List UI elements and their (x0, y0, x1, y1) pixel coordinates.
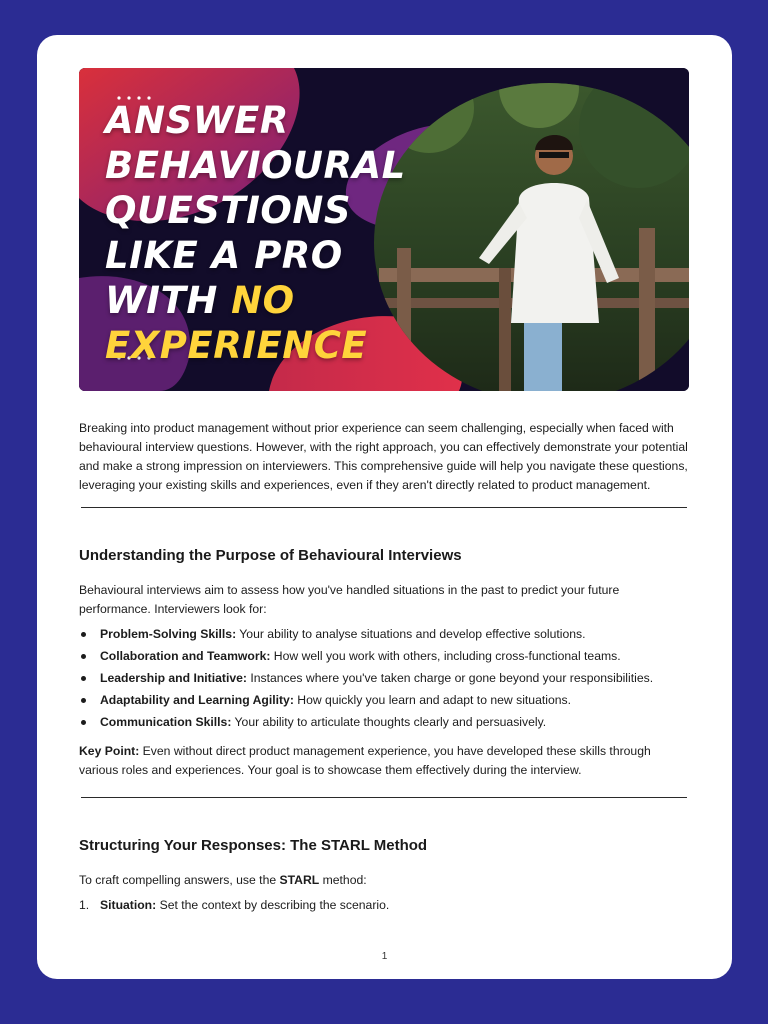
list-item-text: How well you work with others, including cross-functional teams. (270, 649, 621, 663)
list-item-text: How quickly you learn and adapt to new situations. (293, 693, 571, 707)
section-lead: Behavioural interviews aim to assess how you've handled situations in the past to predict your future performance. Interviewers look for: (79, 583, 620, 616)
lead-prefix: To craft compelling answers, use the (79, 873, 280, 887)
hero-title-line: WITH (105, 279, 232, 322)
list-item (79, 691, 689, 710)
bullet-icon (81, 632, 86, 637)
hero-title-line: BEHAVIOURAL (105, 144, 406, 187)
bullet-icon (81, 654, 86, 659)
step-text: Set the context by describing the scenario. (156, 898, 390, 912)
section-heading: Structuring Your Responses: The STARL Method (79, 837, 428, 854)
key-point-label: Key Point: (79, 744, 140, 758)
list-item (79, 669, 689, 688)
bullet-icon (81, 698, 86, 703)
list-item-term: Communication Skills: (100, 715, 232, 729)
list-item-text: Your ability to analyse situations and develop effective solutions. (236, 627, 586, 641)
lead-suffix: method: (319, 873, 367, 887)
list-item-term: Collaboration and Teamwork: (100, 649, 271, 663)
hero-title (105, 98, 406, 368)
page-number: 1 (381, 951, 388, 962)
step-term: Situation: (100, 898, 157, 912)
bullet-icon (81, 720, 86, 725)
hero-title-highlight: EXPERIENCE (105, 324, 368, 367)
list-item-term: Problem-Solving Skills: (100, 627, 237, 641)
list-item-term: Adaptability and Learning Agility: (100, 693, 294, 707)
lead-bold: STARL (279, 873, 320, 887)
section-lead (79, 871, 689, 890)
list-item-term: Leadership and Initiative: (100, 671, 247, 685)
list-item-text: Your ability to articulate thoughts clearly and persuasively. (231, 715, 547, 729)
key-point (79, 742, 689, 780)
article-body (79, 419, 689, 915)
intro-paragraph: Breaking into product management without prior experience can seem challenging, especially when faced with behavioural interview questions. However, with the right approach, you can effectively demonstrate your potential and make a strong impression on interviewers. This comprehensive guide will help you navigate these questions, leveraging your existing skills and experiences, even if they aren't directly related to product management. (79, 421, 688, 492)
list-item-text: Instances where you've taken charge or gone beyond your responsibilities. (246, 671, 654, 685)
hero-title-highlight: NO (231, 279, 295, 322)
bullet-icon (81, 676, 86, 681)
list-item (79, 625, 689, 644)
hero-title-line: QUESTIONS (105, 189, 351, 232)
section-heading: Understanding the Purpose of Behavioural Interviews (79, 547, 462, 564)
key-point-text: Even without direct product management experience, you have developed these skills through various roles and experiences. Your goal is to showcase them effectively during the interview. (79, 744, 651, 777)
hero-banner (79, 68, 689, 391)
section-divider (81, 507, 687, 508)
list-item (79, 647, 689, 666)
section-divider (81, 797, 687, 798)
list-item (79, 713, 689, 732)
list-item (79, 896, 689, 915)
skills-list (79, 625, 689, 732)
document-page (37, 35, 732, 979)
step-number: 1. (79, 898, 90, 912)
starl-steps (79, 896, 689, 915)
hero-title-line: LIKE A PRO (105, 234, 343, 277)
hero-title-line: ANSWER (105, 99, 289, 142)
